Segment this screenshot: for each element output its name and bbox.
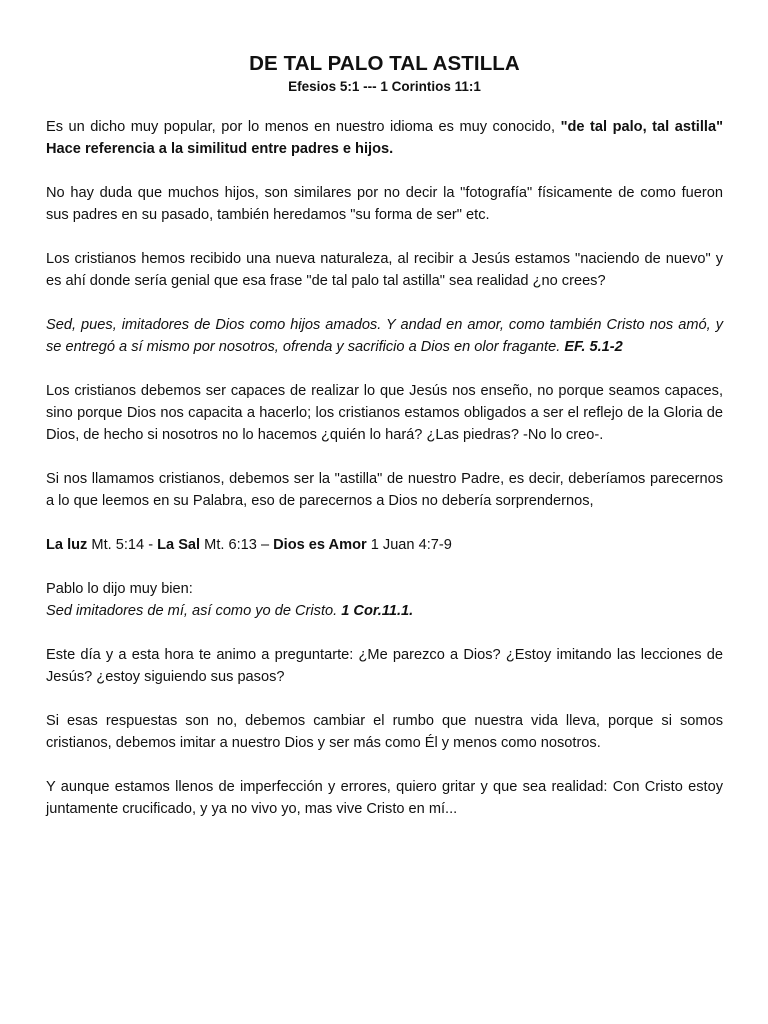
intro-bold-text: "de tal palo, tal astilla" Hace referencia a la similitud entre padres e hijos. xyxy=(46,119,724,157)
ref-verse-light: Mt. 5:14 - xyxy=(87,537,158,553)
ref-term-light: La luz xyxy=(46,537,88,553)
paragraph-capable: Los cristianos debemos ser capaces de realizar lo que Jesús nos enseño, no porque seamos capaces, sino porque Dios nos capacita a hacerlo; los cristianos estamos obligados a ser el reflejo de la Gloria de Dios, de hecho si nosotros no lo hacemos ¿quién lo hará? ¿Las piedras? -No lo creo-. xyxy=(46,383,723,443)
ref-term-love: Dios es Amor xyxy=(273,537,367,553)
paragraph-change: Si esas respuestas son no, debemos cambiar el rumbo que nuestra vida lleva, porque si somos cristianos, debemos imitar a nuestro Dios y ser más como Él y menos como nosotros. xyxy=(46,713,723,751)
ref-term-salt: La Sal xyxy=(157,537,201,553)
ephesians-quote: Sed, pues, imitadores de Dios como hijos amados. Y andad en amor, como también Cristo nos amó, y se entregó a sí mismo por nosotros, ofrenda y sacrificio a Dios en olor fragante. xyxy=(46,317,723,355)
intro-text: Es un dicho muy popular, por lo menos en nuestro idioma es muy conocido, xyxy=(46,119,561,135)
corinthians-reference: 1 Cor.11.1. xyxy=(341,603,414,619)
document-page xyxy=(46,50,723,820)
paragraph-pablo-quote xyxy=(46,600,723,622)
document-subtitle: Efesios 5:1 --- 1 Corintios 11:1 xyxy=(288,79,481,94)
paragraph-ephesians-quote xyxy=(46,314,723,358)
paragraph-references xyxy=(46,534,723,556)
document-title: DE TAL PALO TAL ASTILLA xyxy=(249,52,520,75)
paragraph-intro xyxy=(46,116,723,160)
paragraph-questions: Este día y a esta hora te animo a preguntarte: ¿Me parezco a Dios? ¿Estoy imitando las lecciones de Jesús? ¿estoy siguiendo sus pasos? xyxy=(46,647,723,685)
paragraph-children: No hay duda que muchos hijos, son similares por no decir la "fotografía" físicamente de como fueron sus padres en su pasado, también heredamos "su forma de ser" etc. xyxy=(46,185,723,223)
paragraph-closing: Y aunque estamos llenos de imperfección y errores, quiero gritar y que sea realidad: Con Cristo estoy juntamente crucificado, y ya no vivo yo, mas vive Cristo en mí... xyxy=(46,779,723,817)
ephesians-reference: EF. 5.1-2 xyxy=(564,339,623,355)
paragraph-new-nature: Los cristianos hemos recibido una nueva naturaleza, al recibir a Jesús estamos "naciendo de nuevo" y es ahí donde sería genial que esa frase "de tal palo tal astilla" sea realidad ¿no crees? xyxy=(46,251,723,289)
paragraph-splinter: Si nos llamamos cristianos, debemos ser la "astilla" de nuestro Padre, es decir, deberíamos parecernos a lo que leemos en su Palabra, eso de parecernos a Dios no debería sorprendernos, xyxy=(46,471,723,509)
corinthians-quote: Sed imitadores de mí, así como yo de Cristo. xyxy=(46,603,342,619)
ref-verse-salt: Mt. 6:13 – xyxy=(200,537,274,553)
paragraph-pablo-intro: Pablo lo dijo muy bien: xyxy=(46,581,193,597)
ref-verse-love: 1 Juan 4:7-9 xyxy=(366,537,452,553)
